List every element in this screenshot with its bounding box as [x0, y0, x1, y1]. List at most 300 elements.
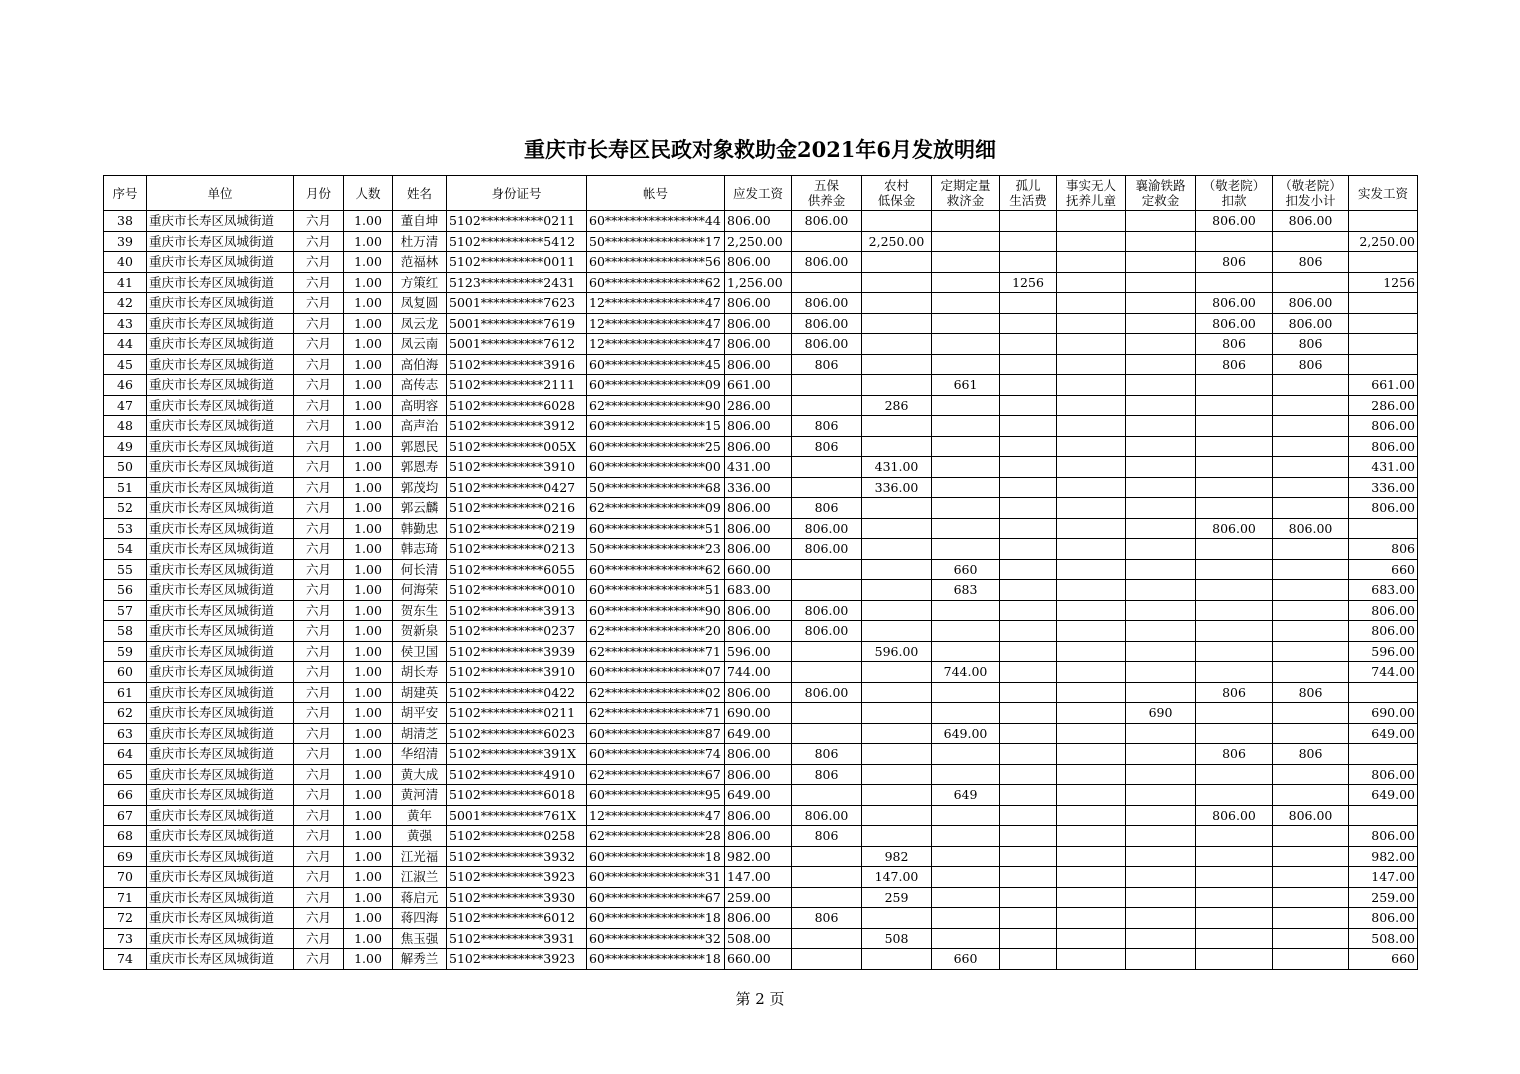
table-cell	[1126, 334, 1196, 355]
table-cell: 48	[104, 416, 147, 437]
table-cell: 1.00	[344, 764, 393, 785]
table-cell	[1057, 231, 1126, 252]
table-cell	[1000, 846, 1057, 867]
table-cell: 661.00	[725, 375, 792, 396]
table-cell: 660	[1349, 559, 1418, 580]
table-cell	[862, 498, 932, 519]
table-cell	[862, 908, 932, 929]
table-cell: 5102**********0258	[447, 826, 587, 847]
table-cell: 六月	[294, 703, 344, 724]
table-cell: 1.00	[344, 887, 393, 908]
table-cell: 方策红	[393, 272, 447, 293]
table-cell: 60****************15	[587, 416, 725, 437]
table-cell: 凤云南	[393, 334, 447, 355]
table-cell	[1000, 313, 1057, 334]
table-cell: 黄大成	[393, 764, 447, 785]
table-cell: 1.00	[344, 231, 393, 252]
column-header: 农村 低保金	[862, 176, 932, 211]
table-cell	[1196, 641, 1273, 662]
table-cell: 1.00	[344, 580, 393, 601]
table-cell: 806.00	[725, 682, 792, 703]
table-cell: 1.00	[344, 785, 393, 806]
table-cell: 806.00	[1349, 498, 1418, 519]
table-cell: 5102**********3916	[447, 354, 587, 375]
table-cell: 凤云龙	[393, 313, 447, 334]
table-cell: 806.00	[725, 908, 792, 929]
table-cell: 63	[104, 723, 147, 744]
table-cell: 六月	[294, 949, 344, 970]
table-cell: 六月	[294, 313, 344, 334]
table-cell	[1196, 764, 1273, 785]
table-cell: 重庆市长寿区凤城街道	[147, 539, 294, 560]
table-cell: 806	[792, 826, 862, 847]
table-cell: 806.00	[1273, 518, 1349, 539]
table-cell	[932, 252, 1000, 273]
table-cell: 重庆市长寿区凤城街道	[147, 662, 294, 683]
table-cell: 12****************47	[587, 805, 725, 826]
column-header: 序号	[104, 176, 147, 211]
table-cell: 5102**********3923	[447, 867, 587, 888]
table-cell: 46	[104, 375, 147, 396]
table-cell: 郭恩寿	[393, 457, 447, 478]
table-row	[104, 293, 1418, 314]
table-cell: 806.00	[792, 518, 862, 539]
table-cell: 1.00	[344, 621, 393, 642]
table-cell: 660.00	[725, 949, 792, 970]
table-cell	[792, 272, 862, 293]
table-cell: 683.00	[1349, 580, 1418, 601]
column-header: 单位	[147, 176, 294, 211]
table-cell: 高声治	[393, 416, 447, 437]
table-cell: 胡平安	[393, 703, 447, 724]
table-cell: 六月	[294, 826, 344, 847]
table-cell: 1.00	[344, 416, 393, 437]
table-cell	[932, 354, 1000, 375]
table-cell: 51	[104, 477, 147, 498]
table-cell: 5102**********0237	[447, 621, 587, 642]
table-cell: 60****************95	[587, 785, 725, 806]
table-cell	[1000, 539, 1057, 560]
table-cell: 58	[104, 621, 147, 642]
table-cell	[932, 703, 1000, 724]
table-cell: 重庆市长寿区凤城街道	[147, 416, 294, 437]
table-cell	[792, 867, 862, 888]
table-cell	[1126, 375, 1196, 396]
table-row	[104, 867, 1418, 888]
table-cell: 5102**********3910	[447, 457, 587, 478]
table-cell: 66	[104, 785, 147, 806]
table-cell: 806.00	[792, 334, 862, 355]
table-cell: 806.00	[792, 621, 862, 642]
table-cell: 806.00	[725, 293, 792, 314]
table-cell: 806.00	[1273, 211, 1349, 232]
column-header: 人数	[344, 176, 393, 211]
table-cell	[862, 785, 932, 806]
table-cell	[1057, 580, 1126, 601]
table-cell	[932, 641, 1000, 662]
table-cell: 1256	[1349, 272, 1418, 293]
table-cell: 69	[104, 846, 147, 867]
table-cell	[1273, 272, 1349, 293]
table-cell: 982	[862, 846, 932, 867]
table-cell: 62****************02	[587, 682, 725, 703]
table-cell: 744.00	[932, 662, 1000, 683]
table-cell	[1057, 559, 1126, 580]
table-cell	[792, 559, 862, 580]
table-cell	[862, 436, 932, 457]
table-cell: 73	[104, 928, 147, 949]
table-cell	[862, 805, 932, 826]
table-cell	[1196, 559, 1273, 580]
table-cell: 5102**********3912	[447, 416, 587, 437]
table-cell	[932, 334, 1000, 355]
table-cell: 806	[1196, 334, 1273, 355]
table-cell: 259	[862, 887, 932, 908]
table-cell	[932, 744, 1000, 765]
table-cell: 重庆市长寿区凤城街道	[147, 252, 294, 273]
table-cell: 286.00	[725, 395, 792, 416]
table-cell	[1000, 252, 1057, 273]
table-cell: 806.00	[1273, 293, 1349, 314]
table-cell: 重庆市长寿区凤城街道	[147, 949, 294, 970]
table-cell: 郭恩民	[393, 436, 447, 457]
table-cell	[1057, 354, 1126, 375]
table-cell	[1000, 334, 1057, 355]
column-header: 月份	[294, 176, 344, 211]
table-cell	[932, 908, 1000, 929]
column-header: 姓名	[393, 176, 447, 211]
table-row	[104, 723, 1418, 744]
table-cell: 重庆市长寿区凤城街道	[147, 600, 294, 621]
table-cell: 凤复圆	[393, 293, 447, 314]
table-cell: 六月	[294, 498, 344, 519]
table-cell: 六月	[294, 744, 344, 765]
table-cell: 60****************44	[587, 211, 725, 232]
table-cell	[1196, 621, 1273, 642]
table-cell: 596.00	[1349, 641, 1418, 662]
column-header: 事实无人 抚养儿童	[1057, 176, 1126, 211]
table-cell: 806.00	[792, 682, 862, 703]
table-cell	[1057, 395, 1126, 416]
table-cell	[1126, 826, 1196, 847]
table-cell: 1.00	[344, 662, 393, 683]
table-cell: 806	[792, 354, 862, 375]
table-cell: 六月	[294, 928, 344, 949]
table-cell: 67	[104, 805, 147, 826]
table-cell	[1196, 457, 1273, 478]
table-cell: 5102**********6012	[447, 908, 587, 929]
table-cell	[1273, 785, 1349, 806]
table-cell: 806.00	[792, 313, 862, 334]
table-cell	[1057, 744, 1126, 765]
table-cell: 806.00	[725, 805, 792, 826]
table-cell: 806.00	[792, 539, 862, 560]
table-cell: 贺新泉	[393, 621, 447, 642]
table-cell	[792, 846, 862, 867]
table-cell: 806.00	[725, 744, 792, 765]
table-cell: 1.00	[344, 949, 393, 970]
table-cell: 336.00	[1349, 477, 1418, 498]
table-row	[104, 416, 1418, 437]
table-cell: 重庆市长寿区凤城街道	[147, 744, 294, 765]
table-cell: 649.00	[1349, 785, 1418, 806]
column-header: （敬老院） 扣发小计	[1273, 176, 1349, 211]
table-cell: 65	[104, 764, 147, 785]
table-row	[104, 211, 1418, 232]
table-cell	[1057, 764, 1126, 785]
table-cell	[1273, 539, 1349, 560]
table-cell: 江淑兰	[393, 867, 447, 888]
table-cell: 1.00	[344, 908, 393, 929]
table-cell: 50	[104, 457, 147, 478]
table-cell: 黄年	[393, 805, 447, 826]
table-cell: 660	[1349, 949, 1418, 970]
table-cell	[862, 723, 932, 744]
table-cell	[932, 928, 1000, 949]
table-cell: 江光福	[393, 846, 447, 867]
table-cell	[1000, 949, 1057, 970]
table-cell: 重庆市长寿区凤城街道	[147, 846, 294, 867]
table-cell: 5102**********6018	[447, 785, 587, 806]
table-cell	[1126, 887, 1196, 908]
table-cell	[1273, 395, 1349, 416]
table-cell: 解秀兰	[393, 949, 447, 970]
table-cell: 62****************90	[587, 395, 725, 416]
table-cell: 806.00	[1196, 805, 1273, 826]
table-cell: 5102**********0219	[447, 518, 587, 539]
table-cell: 57	[104, 600, 147, 621]
table-row	[104, 785, 1418, 806]
table-cell: 806	[1196, 252, 1273, 273]
table-cell: 12****************47	[587, 313, 725, 334]
table-row	[104, 334, 1418, 355]
table-body	[104, 211, 1418, 970]
table-cell	[1000, 682, 1057, 703]
table-cell	[1273, 375, 1349, 396]
table-cell: 60****************56	[587, 252, 725, 273]
table-cell: 重庆市长寿区凤城街道	[147, 908, 294, 929]
table-cell	[1273, 723, 1349, 744]
column-header: 孤儿 生活费	[1000, 176, 1057, 211]
table-cell: 5102**********6028	[447, 395, 587, 416]
table-cell	[932, 764, 1000, 785]
table-cell	[1196, 908, 1273, 929]
table-row	[104, 539, 1418, 560]
column-header: 定期定量 救济金	[932, 176, 1000, 211]
table-cell: 508.00	[725, 928, 792, 949]
table-cell	[1126, 641, 1196, 662]
table-cell: 649.00	[725, 723, 792, 744]
table-cell	[1000, 293, 1057, 314]
table-cell	[1126, 805, 1196, 826]
table-cell: 661.00	[1349, 375, 1418, 396]
table-cell: 806.00	[1349, 826, 1418, 847]
table-cell	[1349, 293, 1418, 314]
table-row	[104, 436, 1418, 457]
table-cell: 336.00	[862, 477, 932, 498]
table-cell	[1000, 908, 1057, 929]
table-cell	[1057, 416, 1126, 437]
table-cell	[1273, 600, 1349, 621]
table-cell: 何海荣	[393, 580, 447, 601]
table-cell: 690.00	[1349, 703, 1418, 724]
page-number: 第 2 页	[735, 990, 785, 1008]
table-cell	[1126, 252, 1196, 273]
table-cell: 806	[1196, 744, 1273, 765]
table-cell	[1000, 785, 1057, 806]
table-row	[104, 477, 1418, 498]
column-header: 襄渝铁路 定救金	[1126, 176, 1196, 211]
table-cell: 1.00	[344, 498, 393, 519]
table-row	[104, 908, 1418, 929]
table-cell: 1.00	[344, 375, 393, 396]
table-cell	[1196, 949, 1273, 970]
table-cell	[862, 416, 932, 437]
table-cell: 1.00	[344, 252, 393, 273]
table-cell	[1000, 395, 1057, 416]
table-cell: 董自坤	[393, 211, 447, 232]
table-cell	[1273, 621, 1349, 642]
table-row	[104, 887, 1418, 908]
table-cell: 1.00	[344, 805, 393, 826]
table-cell: 5102**********0211	[447, 703, 587, 724]
table-cell: 806.00	[725, 539, 792, 560]
table-cell: 64	[104, 744, 147, 765]
table-cell: 806.00	[1349, 416, 1418, 437]
table-cell	[1126, 662, 1196, 683]
table-row	[104, 231, 1418, 252]
table-cell	[792, 641, 862, 662]
table-cell: 982.00	[725, 846, 792, 867]
table-cell	[1000, 559, 1057, 580]
table-cell	[932, 416, 1000, 437]
table-row	[104, 313, 1418, 334]
table-cell	[792, 703, 862, 724]
table-cell	[1196, 887, 1273, 908]
table-cell	[1057, 826, 1126, 847]
table-cell: 12****************47	[587, 293, 725, 314]
table-cell: 596.00	[725, 641, 792, 662]
table-cell: 重庆市长寿区凤城街道	[147, 375, 294, 396]
table-cell	[862, 313, 932, 334]
table-cell: 重庆市长寿区凤城街道	[147, 272, 294, 293]
table-cell: 744.00	[725, 662, 792, 683]
column-header: 身份证号	[447, 176, 587, 211]
table-cell: 2,250.00	[862, 231, 932, 252]
table-cell: 806	[1273, 682, 1349, 703]
table-cell	[792, 231, 862, 252]
table-cell: 六月	[294, 211, 344, 232]
table-cell: 重庆市长寿区凤城街道	[147, 231, 294, 252]
table-cell: 1.00	[344, 539, 393, 560]
table-cell	[1196, 846, 1273, 867]
table-cell	[1126, 518, 1196, 539]
table-cell: 六月	[294, 641, 344, 662]
table-cell	[932, 621, 1000, 642]
table-cell: 806.00	[792, 211, 862, 232]
table-cell: 蒋启元	[393, 887, 447, 908]
table-cell	[1126, 949, 1196, 970]
table-cell: 806	[792, 744, 862, 765]
table-cell: 5123**********2431	[447, 272, 587, 293]
table-cell: 50****************17	[587, 231, 725, 252]
table-cell: 62****************20	[587, 621, 725, 642]
table-cell	[1000, 621, 1057, 642]
table-row	[104, 662, 1418, 683]
table-cell	[862, 764, 932, 785]
table-cell	[1126, 908, 1196, 929]
table-cell: 六月	[294, 293, 344, 314]
table-cell: 649.00	[1349, 723, 1418, 744]
table-cell: 重庆市长寿区凤城街道	[147, 498, 294, 519]
table-cell: 806.00	[1349, 600, 1418, 621]
table-cell: 重庆市长寿区凤城街道	[147, 682, 294, 703]
table-cell: 806	[1196, 682, 1273, 703]
table-cell: 336.00	[725, 477, 792, 498]
table-cell	[862, 826, 932, 847]
table-cell: 韩志琦	[393, 539, 447, 560]
table-cell: 1.00	[344, 723, 393, 744]
table-cell: 重庆市长寿区凤城街道	[147, 703, 294, 724]
table-cell	[1349, 682, 1418, 703]
table-cell: 806.00	[725, 518, 792, 539]
table-cell: 259.00	[725, 887, 792, 908]
table-cell: 62	[104, 703, 147, 724]
table-cell	[1273, 908, 1349, 929]
table-cell: 806.00	[1196, 518, 1273, 539]
table-cell: 六月	[294, 805, 344, 826]
table-cell: 62****************71	[587, 641, 725, 662]
table-row	[104, 395, 1418, 416]
table-cell	[1349, 334, 1418, 355]
table-cell: 5102**********0011	[447, 252, 587, 273]
table-cell	[792, 395, 862, 416]
table-cell: 806.00	[792, 252, 862, 273]
table-cell: 53	[104, 518, 147, 539]
table-cell	[1273, 416, 1349, 437]
table-cell	[932, 477, 1000, 498]
table-cell: 806.00	[725, 416, 792, 437]
table-cell	[862, 539, 932, 560]
table-cell	[1196, 703, 1273, 724]
table-cell: 1.00	[344, 436, 393, 457]
table-cell: 六月	[294, 252, 344, 273]
table-cell	[1057, 539, 1126, 560]
table-cell: 661	[932, 375, 1000, 396]
table-cell	[1273, 764, 1349, 785]
table-cell	[1057, 641, 1126, 662]
table-cell	[1126, 600, 1196, 621]
table-row	[104, 580, 1418, 601]
table-cell	[862, 272, 932, 293]
table-cell: 六月	[294, 416, 344, 437]
table-cell: 1.00	[344, 641, 393, 662]
table-row	[104, 928, 1418, 949]
table-cell: 胡建英	[393, 682, 447, 703]
table-cell: 重庆市长寿区凤城街道	[147, 477, 294, 498]
table-cell	[1057, 621, 1126, 642]
table-cell	[1126, 436, 1196, 457]
table-cell: 重庆市长寿区凤城街道	[147, 723, 294, 744]
table-cell	[1273, 826, 1349, 847]
table-cell: 1.00	[344, 211, 393, 232]
table-cell	[1273, 928, 1349, 949]
table-cell	[932, 313, 1000, 334]
table-cell	[1273, 559, 1349, 580]
table-cell: 六月	[294, 764, 344, 785]
table-cell	[932, 231, 1000, 252]
column-header: 五保 供养金	[792, 176, 862, 211]
